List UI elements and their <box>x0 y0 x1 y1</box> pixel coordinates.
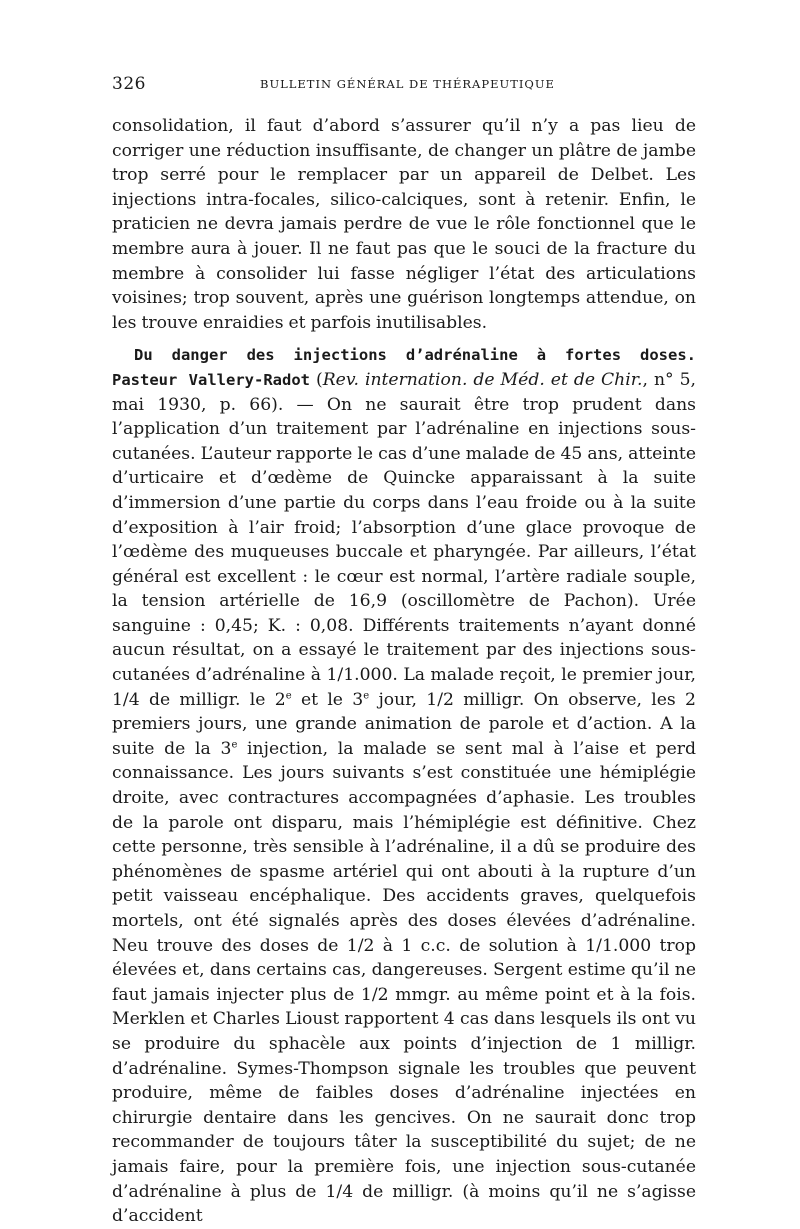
superscript-e: e <box>363 689 370 701</box>
paragraph-adrenaline-abstract <box>112 343 696 1228</box>
abstract-text-4: injection, la malade se sent mal à l’aise et perd connaissance. Les jours suivants s’est constituée une hémiplégie droite, avec contractures accompagnées d’aphasie. Les troubles de la parole ont disparu, mais l’hémiplégie est définitive. Chez cette personne, très sensible à l’adrénaline, il a dû se produire des phénomènes de spasme artériel qui ont abouti à la rupture d’un petit vaisseau encéphalique. Des accidents graves, quelquefois mortels, ont été signalés après des doses élevées d’adrénaline. Neu trouve des doses de 1/2 à 1 c.c. de solution à 1/1.000 trop élevées et, dans certains cas, dangereuses. Sergent estime qu’il ne faut jamais injecter plus de 1/2 mmgr. au même point et à la fois. Merklen et Charles Lioust rapportent 4 cas dans lesquels ils ont vu se produire du sphacèle aux points d’injection de 1 milligr. d’adrénaline. Symes-Thompson signale les troubles que peuvent produire, même de faibles doses d’adrénaline injectées en chirurgie dentaire dans les gencives. On ne saurait donc trop recommander de toujours tâter la susceptibilité du sujet; de ne jamais faire, pour la première fois, une injection sous-cutanée d’adrénaline à plus de 1/4 de milligr. (à moins qu’il ne s’agisse d’accident <box>112 738 696 1227</box>
abstract-text-2: et le 3 <box>291 689 364 710</box>
page-number: 326 <box>112 74 146 94</box>
abstract-text-1: — On ne saurait être trop prudent dans l’application d’un traitement par l’adrénaline en injections sous-cutanées. L’auteur rapporte le cas d’une malade de 45 ans, atteinte d’urticaire et d’œdème de Quincke apparaissant à la suite d’immersion d’une partie du corps dans l’eau froide ou à la suite d’exposition à l’air froid; l’absorption d’une glace provoque de l’œdème des muqueuses buccale et pharyngée. Par ailleurs, l’état général est excellent : le cœur est normal, l’artère radiale souple, la tension artérielle de 16,9 (oscillomètre de Pachon). Urée sanguine : 0,45; K. : 0,08. Différents traitements n’ayant donné aucun résultat, on a essayé le traitement par des injections sous-cutanées d’adrénaline à 1/1.000. La malade reçoit, le premier jour, 1/4 de milligr. le 2 <box>112 394 696 710</box>
running-title: BULLETIN GÉNÉRAL DE THÉRAPEUTIQUE <box>260 77 555 91</box>
citation-open: ( <box>316 369 323 390</box>
superscript-e: e <box>285 689 292 701</box>
article-title: Du danger des injections d’adrénaline à fortes doses. <box>134 346 696 365</box>
article-author: Pasteur Vallery-Radot <box>112 370 310 389</box>
document-page <box>112 74 696 1229</box>
abstract-text-3: jour, 1/2 milligr. On observe, les 2 premiers jours, une grande animation de parole et d’action. A la suite de la 3 <box>112 689 696 759</box>
citation-journal: Rev. internation. de Méd. et de Chir. <box>322 369 643 390</box>
page-header <box>112 74 696 98</box>
superscript-e: e <box>231 739 238 751</box>
paragraph-consolidation: consolidation, il faut d’abord s’assurer qu’il n’y a pas lieu de corriger une réduction insuffisante, de changer un plâtre de jambe trop serré pour le remplacer par un appareil de Delbet. Les injections intra-focales, silico-calciques, sont à retenir. Enfin, le praticien ne devra jamais perdre de vue le rôle fonctionnel que le membre aura à jouer. Il ne faut pas que le souci de la fracture du membre à consolider lui fasse négliger l’état des articulations voisines; trop souvent, après une guérison longtemps attendue, on les trouve enraidies et parfois inutilisables. <box>112 116 696 333</box>
citation-details: , n° 5, mai 1930, p. 66). <box>112 369 697 415</box>
